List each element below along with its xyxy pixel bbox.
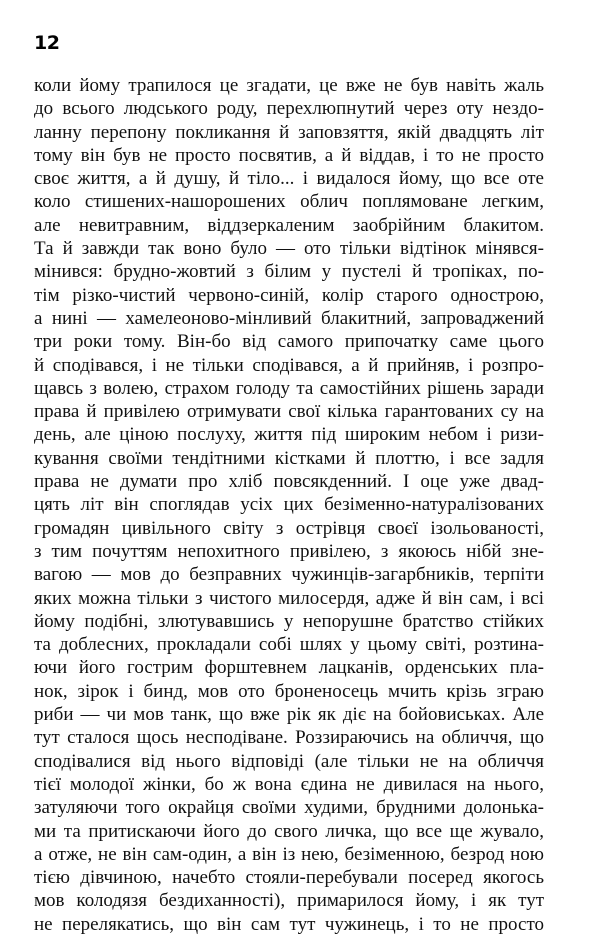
text-line: ючи його гострим форштевнем лацканів, орденських пла-	[34, 657, 544, 679]
text-line: не перелякатись, що він сам тут чужинець, і то не просто	[34, 913, 544, 935]
text-line: мінився: брудно-жовтий з білим у пустелі й тропіках, по-	[34, 261, 544, 283]
text-line: тієї молодої жінки, бо ж вона єдина не дивилася на нього,	[34, 773, 544, 795]
text-line: ланну перепону покликання й заповзяття, якій двадцять літ	[34, 121, 544, 143]
text-line: яких можна тільки з чистого милосердя, адже й він сам, і всі	[34, 587, 544, 609]
text-line: день, але ціною послуху, життя під широким небом і ризи-	[34, 424, 544, 446]
text-line: своє життя, а й душу, й тіло... і видалося йому, що все оте	[34, 168, 544, 190]
text-line: риби — чи мов танк, що вже рік як діє на бойовиськах. Але	[34, 704, 544, 726]
text-line: з тим почуттям непохитного привілею, з якоюсь нібй зне-	[34, 540, 544, 562]
text-line: три роки тому. Він-бо від самого припочатку саме цього	[34, 331, 544, 353]
text-line: громадян цивільного світу з острівця своєї ізольованості,	[34, 517, 544, 539]
text-line: тому він був не просто посвятив, а й віддав, і то не просто	[34, 144, 544, 166]
text-line: права не думати про хліб повсякденний. І оце уже двад-	[34, 471, 544, 493]
text-line: але невитравним, віддзеркаленим заобрійним блакитом.	[34, 214, 544, 236]
page-number: 12	[34, 32, 60, 54]
text-line: та доблесних, прокладали собі шлях у цьому світі, розтина-	[34, 634, 544, 656]
text-line: коли йому трапилося це згадати, це вже не був навіть жаль	[34, 75, 544, 96]
text-line: цять літ він споглядав усіх цих безіменно-натуралізованих	[34, 494, 544, 516]
text-line: й сподівався, і не тільки сподівався, а й прийняв, і розпро-	[34, 354, 544, 376]
text-line: сподівалися від нього відповіді (але тільки не на обличчя	[34, 750, 544, 772]
text-line: а нині — хамелеоново-мінливий блакитний, запроваджений	[34, 307, 544, 329]
text-line: йому подібні, злютувавшись у непорушне братство стійких	[34, 610, 544, 632]
text-line: щавсь з волею, страхом голоду та самостійних рішень заради	[34, 377, 544, 399]
text-line: коло стишених-нашорошених облич поплямоване легким,	[34, 191, 544, 213]
text-line: ми та притискаючи його до свого личка, що все ще жувало,	[34, 820, 544, 842]
text-line: тією дівчиною, начебто стояли-перебували посеред якогось	[34, 867, 544, 889]
text-line: затуляючи того окрайця своїми худими, брудними долонька-	[34, 797, 544, 819]
text-line: до всього людського роду, перехлюпнутий через оту нездо-	[34, 98, 544, 120]
text-line: мов колодязя бездиханності), примарилося йому, і як тут	[34, 890, 544, 912]
body-text	[34, 74, 544, 936]
text-line: тім різко-чистий червоно-синій, колір старого однострою,	[34, 284, 544, 306]
text-line: кування своїми тендітними кістками й плоттю, і все задля	[34, 447, 544, 469]
text-line: вагою — мов до безправних чужинців-загарбників, терпіти	[34, 564, 544, 586]
text-line: а отже, не він сам-один, а він із нею, безіменною, безрод ною	[34, 843, 544, 865]
text-line: тут сталося щось несподіване. Роззираючись на обличчя, що	[34, 727, 544, 749]
text-line: Та й завжди так воно було — ото тільки відтінок мінявся-	[34, 238, 544, 260]
text-line: нок, зірок і бинд, мов ото броненосець мчить крізь зграю	[34, 680, 544, 702]
text-line: права й привілею отримувати свої кілька гарантованих су на	[34, 401, 544, 423]
